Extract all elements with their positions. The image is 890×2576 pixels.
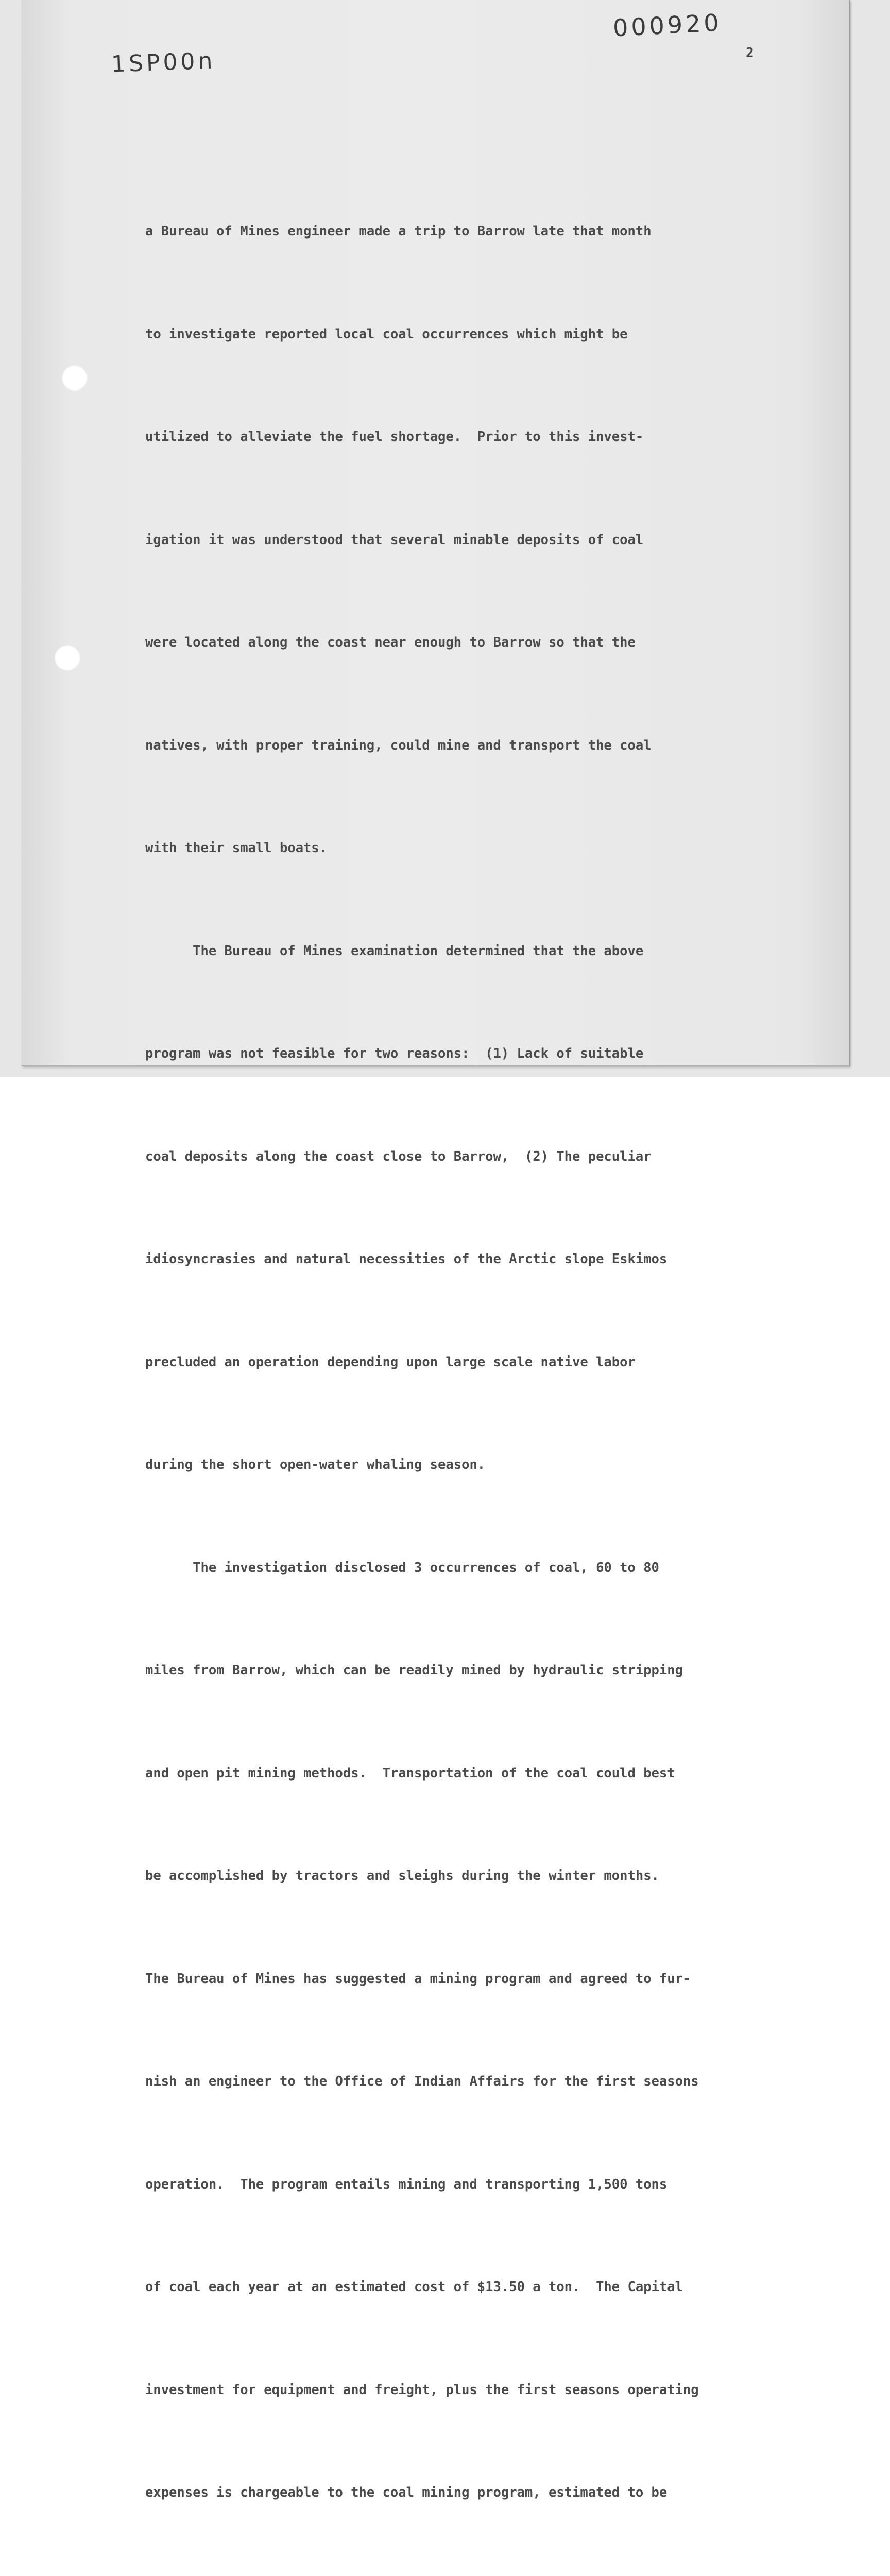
text-line: coal deposits along the coast close to Barrow, (2) The peculiar [145,1148,652,1164]
text-line: a Bureau of Mines engineer made a trip to Barrow late that month [145,224,652,239]
text-line: to investigate reported local coal occurrences which might be [145,326,628,342]
punch-hole-upper [62,365,88,391]
text-line: utilized to alleviate the fuel shortage. Prior to this invest- [145,429,644,445]
text-line: nish an engineer to the Office of Indian Affairs for the first seasons [145,2074,699,2089]
text-line: operation. The program entails mining and transporting 1,500 tons [145,2176,668,2192]
text-line: The Bureau of Mines has suggested a mining program and agreed to fur- [145,1971,691,1987]
text-line: program was not feasible for two reasons: (1) Lack of suitable [145,1046,644,1061]
text-line: were located along the coast near enough to Barrow so that the [145,635,636,650]
text-line: of coal each year at an estimated cost of $13.50 a ton. The Capital [145,2279,683,2295]
page-number: 2 [746,45,754,61]
text-line: The Bureau of Mines examination determined that the above [145,943,644,959]
text-line: expenses is chargeable to the coal mining program, estimated to be [145,2485,668,2500]
text-line: and open pit mining methods. Transportation of the coal could best [145,1765,675,1781]
stamp-number-top-right: 000920 [612,8,723,42]
text-line: precluded an operation depending upon large scale native labor [145,1354,636,1370]
text-line: investment for equipment and freight, plus the first seasons operating [145,2382,699,2398]
stamp-number-top-left: 1SP00n [111,47,216,78]
text-line: The investigation disclosed 3 occurrences of coal, 60 to 80 [145,1560,659,1575]
text-line: natives, with proper training, could mine and transport the coal [145,737,652,753]
text-line: igation it was understood that several minable deposits of coal [145,532,644,548]
punch-hole-lower [55,645,80,671]
body-text [145,146,763,2576]
text-line: idiosyncrasies and natural necessities of the Arctic slope Eskimos [145,1251,668,1267]
text-line: miles from Barrow, which can be readily mined by hydraulic stripping [145,1663,683,1678]
text-line: during the short open-water whaling season. [145,1457,486,1472]
text-line: be accomplished by tractors and sleighs during the winter months. [145,1868,659,1884]
text-line: with their small boats. [145,840,328,856]
scan-margin-bottom [0,1077,890,1133]
